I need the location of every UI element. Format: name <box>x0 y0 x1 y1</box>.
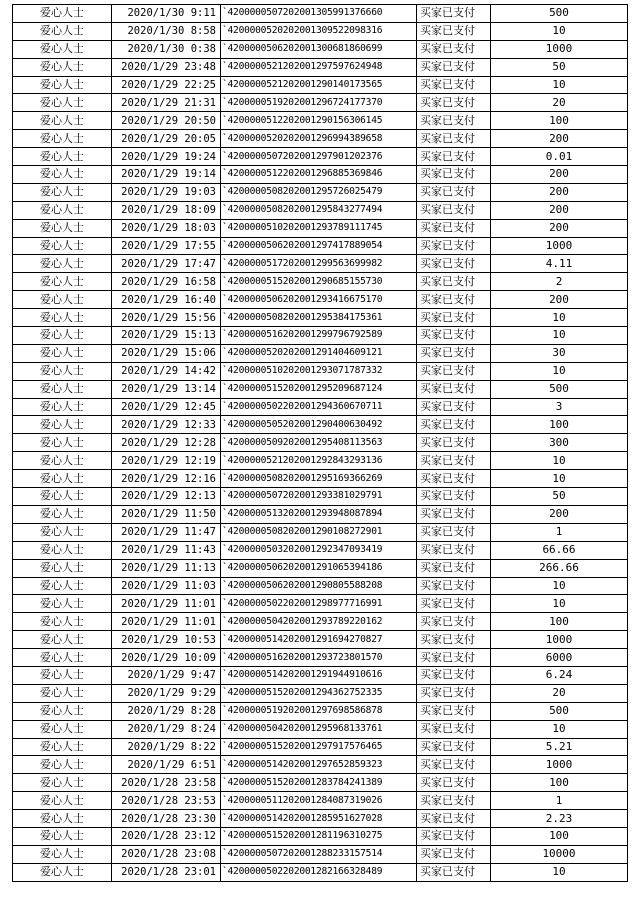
donor-name-cell: 爱心人士 <box>13 488 112 506</box>
table-row <box>13 827 628 845</box>
payment-time-cell: 2020/1/30 0:38 <box>112 40 221 58</box>
table-row <box>13 577 628 595</box>
donation-table-body <box>13 5 628 882</box>
table-row <box>13 309 628 327</box>
amount-cell: 10 <box>491 76 628 94</box>
payment-status-cell: 买家已支付 <box>417 434 491 452</box>
donation-table <box>12 4 628 882</box>
order-id-cell: `4200000504202001295968133761 <box>221 720 417 738</box>
table-row <box>13 666 628 684</box>
payment-time-cell: 2020/1/29 10:09 <box>112 649 221 667</box>
order-id-cell: `4200000507202001293381029791 <box>221 488 417 506</box>
payment-time-cell: 2020/1/29 13:14 <box>112 380 221 398</box>
order-id-cell: `4200000502202001294360670711 <box>221 398 417 416</box>
table-row <box>13 541 628 559</box>
order-id-cell: `4200000520202001291404609121 <box>221 344 417 362</box>
order-id-cell: `4200000515202001283784241389 <box>221 774 417 792</box>
payment-status-cell: 买家已支付 <box>417 827 491 845</box>
payment-status-cell: 买家已支付 <box>417 40 491 58</box>
payment-status-cell: 买家已支付 <box>417 76 491 94</box>
table-row <box>13 434 628 452</box>
amount-cell: 30 <box>491 344 628 362</box>
amount-cell: 200 <box>491 291 628 309</box>
order-id-cell: `4200000516202001299796792589 <box>221 327 417 345</box>
amount-cell: 100 <box>491 416 628 434</box>
payment-time-cell: 2020/1/30 8:58 <box>112 22 221 40</box>
payment-time-cell: 2020/1/28 23:58 <box>112 774 221 792</box>
amount-cell: 1000 <box>491 237 628 255</box>
table-row <box>13 416 628 434</box>
payment-time-cell: 2020/1/29 6:51 <box>112 756 221 774</box>
table-row <box>13 488 628 506</box>
donor-name-cell: 爱心人士 <box>13 595 112 613</box>
donor-name-cell: 爱心人士 <box>13 666 112 684</box>
order-id-cell: `4200000504202001293789220162 <box>221 613 417 631</box>
donor-name-cell: 爱心人士 <box>13 273 112 291</box>
table-row <box>13 255 628 273</box>
donor-name-cell: 爱心人士 <box>13 577 112 595</box>
payment-status-cell: 买家已支付 <box>417 523 491 541</box>
payment-time-cell: 2020/1/28 23:53 <box>112 792 221 810</box>
amount-cell: 10 <box>491 863 628 881</box>
payment-status-cell: 买家已支付 <box>417 666 491 684</box>
order-id-cell: `4200000510202001293789111745 <box>221 219 417 237</box>
amount-cell: 200 <box>491 183 628 201</box>
table-row <box>13 40 628 58</box>
donor-name-cell: 爱心人士 <box>13 523 112 541</box>
payment-status-cell: 买家已支付 <box>417 5 491 23</box>
table-row <box>13 505 628 523</box>
table-row <box>13 5 628 23</box>
amount-cell: 100 <box>491 112 628 130</box>
payment-time-cell: 2020/1/28 23:01 <box>112 863 221 881</box>
table-row <box>13 130 628 148</box>
table-row <box>13 756 628 774</box>
payment-time-cell: 2020/1/29 12:28 <box>112 434 221 452</box>
payment-status-cell: 买家已支付 <box>417 219 491 237</box>
donor-name-cell: 爱心人士 <box>13 559 112 577</box>
table-row <box>13 792 628 810</box>
payment-status-cell: 买家已支付 <box>417 166 491 184</box>
amount-cell: 50 <box>491 488 628 506</box>
amount-cell: 4.11 <box>491 255 628 273</box>
amount-cell: 3 <box>491 398 628 416</box>
payment-status-cell: 买家已支付 <box>417 291 491 309</box>
order-id-cell: `4200000511202001284087319026 <box>221 792 417 810</box>
payment-time-cell: 2020/1/29 19:03 <box>112 183 221 201</box>
payment-time-cell: 2020/1/29 12:13 <box>112 488 221 506</box>
donor-name-cell: 爱心人士 <box>13 398 112 416</box>
payment-status-cell: 买家已支付 <box>417 380 491 398</box>
amount-cell: 2.23 <box>491 810 628 828</box>
order-id-cell: `4200000502202001298977716991 <box>221 595 417 613</box>
table-row <box>13 237 628 255</box>
donor-name-cell: 爱心人士 <box>13 201 112 219</box>
payment-time-cell: 2020/1/28 23:12 <box>112 827 221 845</box>
payment-status-cell: 买家已支付 <box>417 344 491 362</box>
amount-cell: 10 <box>491 327 628 345</box>
donor-name-cell: 爱心人士 <box>13 416 112 434</box>
table-row <box>13 183 628 201</box>
table-row <box>13 273 628 291</box>
donor-name-cell: 爱心人士 <box>13 183 112 201</box>
donor-name-cell: 爱心人士 <box>13 845 112 863</box>
table-row <box>13 702 628 720</box>
donor-name-cell: 爱心人士 <box>13 255 112 273</box>
donor-name-cell: 爱心人士 <box>13 309 112 327</box>
order-id-cell: `4200000514202001291944910616 <box>221 666 417 684</box>
payment-time-cell: 2020/1/30 9:11 <box>112 5 221 23</box>
payment-status-cell: 买家已支付 <box>417 398 491 416</box>
payment-time-cell: 2020/1/29 12:19 <box>112 452 221 470</box>
donor-name-cell: 爱心人士 <box>13 166 112 184</box>
table-row <box>13 291 628 309</box>
payment-status-cell: 买家已支付 <box>417 684 491 702</box>
table-row <box>13 148 628 166</box>
table-row <box>13 470 628 488</box>
amount-cell: 10000 <box>491 845 628 863</box>
table-row <box>13 76 628 94</box>
payment-time-cell: 2020/1/29 14:42 <box>112 362 221 380</box>
payment-status-cell: 买家已支付 <box>417 577 491 595</box>
payment-status-cell: 买家已支付 <box>417 649 491 667</box>
order-id-cell: `4200000514202001291694270827 <box>221 631 417 649</box>
donor-name-cell: 爱心人士 <box>13 810 112 828</box>
amount-cell: 1000 <box>491 631 628 649</box>
order-id-cell: `4200000506202001291065394186 <box>221 559 417 577</box>
table-row <box>13 649 628 667</box>
amount-cell: 66.66 <box>491 541 628 559</box>
table-row <box>13 398 628 416</box>
table-row <box>13 613 628 631</box>
payment-time-cell: 2020/1/29 10:53 <box>112 631 221 649</box>
payment-time-cell: 2020/1/29 11:13 <box>112 559 221 577</box>
payment-time-cell: 2020/1/28 23:08 <box>112 845 221 863</box>
amount-cell: 266.66 <box>491 559 628 577</box>
amount-cell: 20 <box>491 684 628 702</box>
payment-status-cell: 买家已支付 <box>417 183 491 201</box>
table-row <box>13 94 628 112</box>
donor-name-cell: 爱心人士 <box>13 76 112 94</box>
order-id-cell: `4200000507202001297901202376 <box>221 148 417 166</box>
order-id-cell: `4200000512202001296885369846 <box>221 166 417 184</box>
table-row <box>13 738 628 756</box>
payment-time-cell: 2020/1/29 23:48 <box>112 58 221 76</box>
donor-name-cell: 爱心人士 <box>13 452 112 470</box>
amount-cell: 10 <box>491 362 628 380</box>
amount-cell: 1 <box>491 523 628 541</box>
payment-status-cell: 买家已支付 <box>417 774 491 792</box>
amount-cell: 10 <box>491 470 628 488</box>
amount-cell: 500 <box>491 380 628 398</box>
table-row <box>13 112 628 130</box>
amount-cell: 10 <box>491 720 628 738</box>
amount-cell: 200 <box>491 166 628 184</box>
order-id-cell: `4200000520202001309522098316 <box>221 22 417 40</box>
table-row <box>13 219 628 237</box>
payment-time-cell: 2020/1/29 11:01 <box>112 613 221 631</box>
donor-name-cell: 爱心人士 <box>13 112 112 130</box>
amount-cell: 0.01 <box>491 148 628 166</box>
payment-status-cell: 买家已支付 <box>417 148 491 166</box>
table-row <box>13 344 628 362</box>
table-row <box>13 720 628 738</box>
order-id-cell: `4200000520202001296994389658 <box>221 130 417 148</box>
donor-name-cell: 爱心人士 <box>13 792 112 810</box>
payment-status-cell: 买家已支付 <box>417 327 491 345</box>
payment-status-cell: 买家已支付 <box>417 756 491 774</box>
order-id-cell: `4200000503202001292347093419 <box>221 541 417 559</box>
donor-name-cell: 爱心人士 <box>13 5 112 23</box>
donor-name-cell: 爱心人士 <box>13 863 112 881</box>
donor-name-cell: 爱心人士 <box>13 702 112 720</box>
order-id-cell: `4200000521202001292843293136 <box>221 452 417 470</box>
donor-name-cell: 爱心人士 <box>13 774 112 792</box>
amount-cell: 500 <box>491 702 628 720</box>
order-id-cell: `4200000515202001290685155730 <box>221 273 417 291</box>
amount-cell: 6.24 <box>491 666 628 684</box>
donor-name-cell: 爱心人士 <box>13 738 112 756</box>
payment-status-cell: 买家已支付 <box>417 470 491 488</box>
amount-cell: 200 <box>491 201 628 219</box>
order-id-cell: `4200000508202001290108272901 <box>221 523 417 541</box>
order-id-cell: `4200000521202001297597624948 <box>221 58 417 76</box>
amount-cell: 1000 <box>491 756 628 774</box>
order-id-cell: `4200000514202001297652859323 <box>221 756 417 774</box>
amount-cell: 200 <box>491 505 628 523</box>
payment-time-cell: 2020/1/29 11:47 <box>112 523 221 541</box>
payment-time-cell: 2020/1/29 18:09 <box>112 201 221 219</box>
payment-time-cell: 2020/1/28 23:30 <box>112 810 221 828</box>
amount-cell: 2 <box>491 273 628 291</box>
donor-name-cell: 爱心人士 <box>13 434 112 452</box>
amount-cell: 200 <box>491 219 628 237</box>
order-id-cell: `4200000515202001295209687124 <box>221 380 417 398</box>
donor-name-cell: 爱心人士 <box>13 720 112 738</box>
payment-time-cell: 2020/1/29 8:28 <box>112 702 221 720</box>
amount-cell: 20 <box>491 94 628 112</box>
payment-time-cell: 2020/1/29 11:01 <box>112 595 221 613</box>
amount-cell: 500 <box>491 5 628 23</box>
order-id-cell: `4200000515202001281196310275 <box>221 827 417 845</box>
amount-cell: 100 <box>491 827 628 845</box>
payment-time-cell: 2020/1/29 11:50 <box>112 505 221 523</box>
payment-status-cell: 买家已支付 <box>417 22 491 40</box>
amount-cell: 50 <box>491 58 628 76</box>
table-row <box>13 810 628 828</box>
table-row <box>13 559 628 577</box>
table-row <box>13 774 628 792</box>
payment-status-cell: 买家已支付 <box>417 130 491 148</box>
payment-status-cell: 买家已支付 <box>417 255 491 273</box>
payment-status-cell: 买家已支付 <box>417 541 491 559</box>
amount-cell: 5.21 <box>491 738 628 756</box>
amount-cell: 1 <box>491 792 628 810</box>
payment-status-cell: 买家已支付 <box>417 94 491 112</box>
amount-cell: 10 <box>491 22 628 40</box>
payment-time-cell: 2020/1/29 19:24 <box>112 148 221 166</box>
payment-time-cell: 2020/1/29 21:31 <box>112 94 221 112</box>
table-row <box>13 58 628 76</box>
payment-status-cell: 买家已支付 <box>417 237 491 255</box>
amount-cell: 10 <box>491 309 628 327</box>
table-row <box>13 362 628 380</box>
payment-time-cell: 2020/1/29 20:05 <box>112 130 221 148</box>
payment-status-cell: 买家已支付 <box>417 58 491 76</box>
table-row <box>13 327 628 345</box>
donor-name-cell: 爱心人士 <box>13 649 112 667</box>
payment-time-cell: 2020/1/29 9:47 <box>112 666 221 684</box>
table-row <box>13 845 628 863</box>
table-row <box>13 201 628 219</box>
donor-name-cell: 爱心人士 <box>13 344 112 362</box>
payment-time-cell: 2020/1/29 12:16 <box>112 470 221 488</box>
table-row <box>13 452 628 470</box>
amount-cell: 1000 <box>491 40 628 58</box>
payment-status-cell: 买家已支付 <box>417 845 491 863</box>
payment-time-cell: 2020/1/29 15:56 <box>112 309 221 327</box>
payment-time-cell: 2020/1/29 20:50 <box>112 112 221 130</box>
payment-time-cell: 2020/1/29 15:06 <box>112 344 221 362</box>
order-id-cell: `4200000506202001300681860699 <box>221 40 417 58</box>
payment-time-cell: 2020/1/29 11:03 <box>112 577 221 595</box>
donor-name-cell: 爱心人士 <box>13 40 112 58</box>
payment-status-cell: 买家已支付 <box>417 810 491 828</box>
amount-cell: 10 <box>491 452 628 470</box>
payment-time-cell: 2020/1/29 17:47 <box>112 255 221 273</box>
donor-name-cell: 爱心人士 <box>13 631 112 649</box>
payment-time-cell: 2020/1/29 11:43 <box>112 541 221 559</box>
order-id-cell: `4200000514202001285951627028 <box>221 810 417 828</box>
payment-time-cell: 2020/1/29 12:45 <box>112 398 221 416</box>
payment-time-cell: 2020/1/29 16:58 <box>112 273 221 291</box>
order-id-cell: `4200000517202001299563699982 <box>221 255 417 273</box>
order-id-cell: `4200000505202001290400630492 <box>221 416 417 434</box>
donor-name-cell: 爱心人士 <box>13 94 112 112</box>
donor-name-cell: 爱心人士 <box>13 505 112 523</box>
payment-time-cell: 2020/1/29 18:03 <box>112 219 221 237</box>
payment-status-cell: 买家已支付 <box>417 792 491 810</box>
order-id-cell: `4200000513202001293948087894 <box>221 505 417 523</box>
donor-name-cell: 爱心人士 <box>13 219 112 237</box>
order-id-cell: `4200000507202001305991376660 <box>221 5 417 23</box>
donor-name-cell: 爱心人士 <box>13 22 112 40</box>
payment-status-cell: 买家已支付 <box>417 112 491 130</box>
payment-time-cell: 2020/1/29 17:55 <box>112 237 221 255</box>
table-row <box>13 595 628 613</box>
amount-cell: 10 <box>491 577 628 595</box>
payment-time-cell: 2020/1/29 8:24 <box>112 720 221 738</box>
payment-status-cell: 买家已支付 <box>417 559 491 577</box>
donor-name-cell: 爱心人士 <box>13 58 112 76</box>
payment-time-cell: 2020/1/29 22:25 <box>112 76 221 94</box>
table-row <box>13 863 628 881</box>
donor-name-cell: 爱心人士 <box>13 148 112 166</box>
payment-status-cell: 买家已支付 <box>417 631 491 649</box>
payment-time-cell: 2020/1/29 19:14 <box>112 166 221 184</box>
payment-status-cell: 买家已支付 <box>417 863 491 881</box>
payment-time-cell: 2020/1/29 16:40 <box>112 291 221 309</box>
order-id-cell: `4200000508202001295843277494 <box>221 201 417 219</box>
payment-status-cell: 买家已支付 <box>417 362 491 380</box>
donor-name-cell: 爱心人士 <box>13 380 112 398</box>
order-id-cell: `4200000516202001293723801570 <box>221 649 417 667</box>
payment-status-cell: 买家已支付 <box>417 505 491 523</box>
donor-name-cell: 爱心人士 <box>13 327 112 345</box>
order-id-cell: `4200000509202001295408113563 <box>221 434 417 452</box>
amount-cell: 6000 <box>491 649 628 667</box>
donor-name-cell: 爱心人士 <box>13 684 112 702</box>
donor-name-cell: 爱心人士 <box>13 613 112 631</box>
payment-status-cell: 买家已支付 <box>417 488 491 506</box>
table-row <box>13 380 628 398</box>
donor-name-cell: 爱心人士 <box>13 756 112 774</box>
payment-time-cell: 2020/1/29 15:13 <box>112 327 221 345</box>
order-id-cell: `4200000519202001296724177370 <box>221 94 417 112</box>
order-id-cell: `4200000512202001290156306145 <box>221 112 417 130</box>
order-id-cell: `4200000507202001288233157514 <box>221 845 417 863</box>
order-id-cell: `4200000506202001290805588208 <box>221 577 417 595</box>
order-id-cell: `4200000521202001290140173565 <box>221 76 417 94</box>
amount-cell: 100 <box>491 774 628 792</box>
order-id-cell: `4200000508202001295726025479 <box>221 183 417 201</box>
amount-cell: 200 <box>491 130 628 148</box>
payment-status-cell: 买家已支付 <box>417 452 491 470</box>
table-row <box>13 22 628 40</box>
donor-name-cell: 爱心人士 <box>13 362 112 380</box>
order-id-cell: `4200000506202001293416675170 <box>221 291 417 309</box>
payment-status-cell: 买家已支付 <box>417 738 491 756</box>
order-id-cell: `4200000519202001297698586878 <box>221 702 417 720</box>
payment-status-cell: 买家已支付 <box>417 273 491 291</box>
payment-status-cell: 买家已支付 <box>417 595 491 613</box>
order-id-cell: `4200000508202001295169366269 <box>221 470 417 488</box>
amount-cell: 10 <box>491 595 628 613</box>
amount-cell: 300 <box>491 434 628 452</box>
payment-time-cell: 2020/1/29 8:22 <box>112 738 221 756</box>
donor-name-cell: 爱心人士 <box>13 291 112 309</box>
donor-name-cell: 爱心人士 <box>13 237 112 255</box>
order-id-cell: `4200000506202001297417889054 <box>221 237 417 255</box>
order-id-cell: `4200000508202001295384175361 <box>221 309 417 327</box>
payment-status-cell: 买家已支付 <box>417 720 491 738</box>
amount-cell: 100 <box>491 613 628 631</box>
payment-status-cell: 买家已支付 <box>417 613 491 631</box>
donor-name-cell: 爱心人士 <box>13 541 112 559</box>
order-id-cell: `4200000502202001282166328489 <box>221 863 417 881</box>
donor-name-cell: 爱心人士 <box>13 827 112 845</box>
donor-name-cell: 爱心人士 <box>13 130 112 148</box>
payment-status-cell: 买家已支付 <box>417 702 491 720</box>
table-row <box>13 631 628 649</box>
table-row <box>13 523 628 541</box>
order-id-cell: `4200000515202001294362752335 <box>221 684 417 702</box>
donor-name-cell: 爱心人士 <box>13 470 112 488</box>
table-row <box>13 166 628 184</box>
payment-status-cell: 买家已支付 <box>417 416 491 434</box>
payment-status-cell: 买家已支付 <box>417 201 491 219</box>
payment-status-cell: 买家已支付 <box>417 309 491 327</box>
payment-time-cell: 2020/1/29 9:29 <box>112 684 221 702</box>
table-row <box>13 684 628 702</box>
order-id-cell: `4200000515202001297917576465 <box>221 738 417 756</box>
payment-time-cell: 2020/1/29 12:33 <box>112 416 221 434</box>
order-id-cell: `4200000510202001293071787332 <box>221 362 417 380</box>
